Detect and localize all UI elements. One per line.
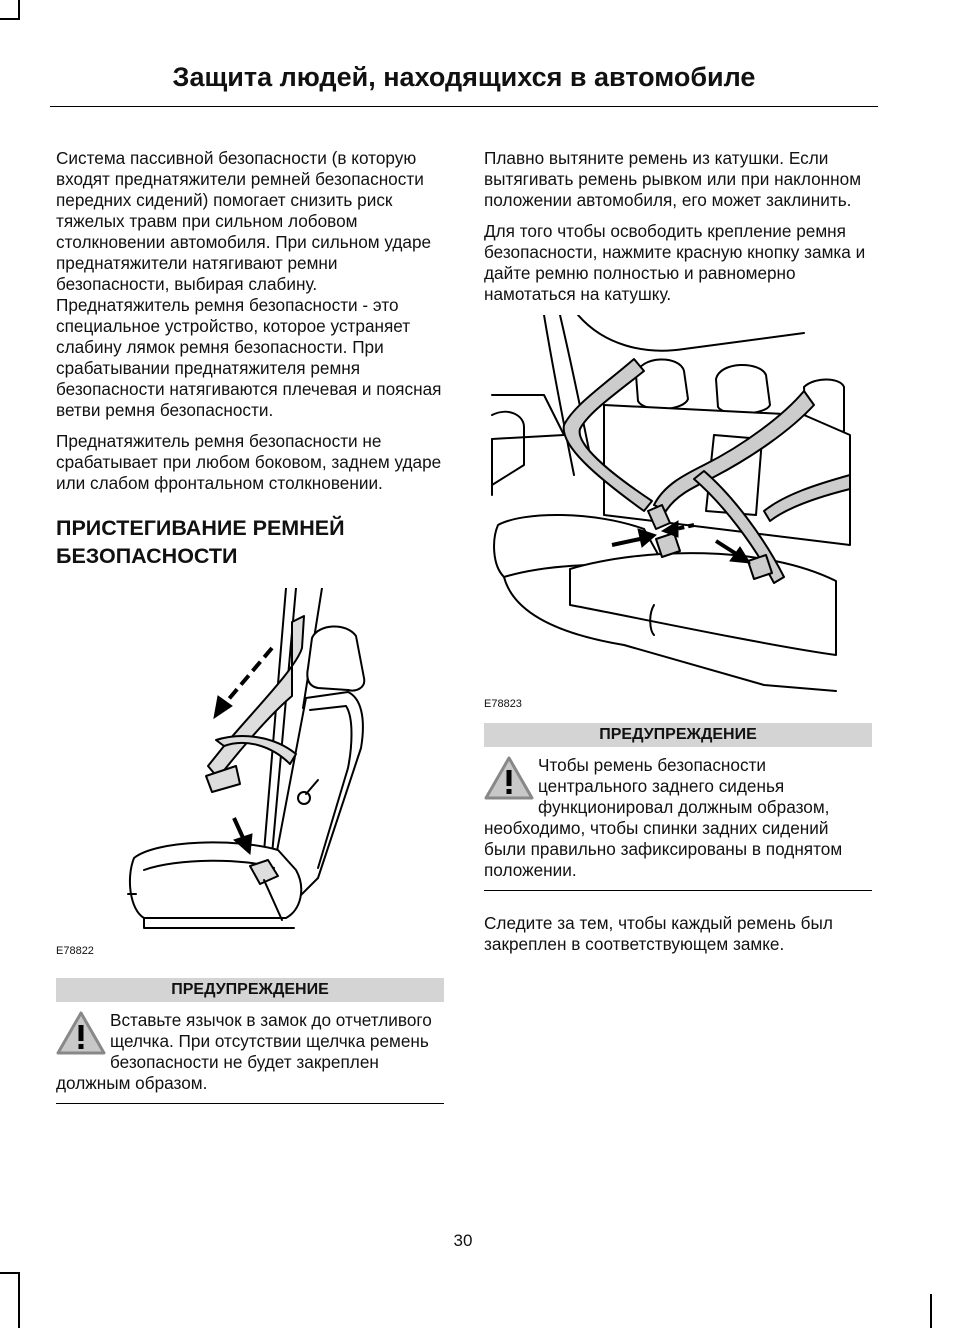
warning-triangle-icon [56,1010,106,1056]
paragraph-pretensioner-limits: Преднатяжитель ремня безопасности не срабатывает при любом боковом, заднем ударе или слабом фронтальном столкновении. [56,431,442,493]
rear-seat-belts-illustration [484,315,854,693]
section-heading-fastening: ПРИСТЕГИВАНИЕ РЕМНЕЙ БЕЗОПАСНОСТИ [56,516,345,568]
figure-code-front: E78822 [56,945,94,957]
crop-mark-bottom-right-v [930,1294,932,1328]
right-column [484,148,872,965]
crop-mark-bottom-left-v [18,1272,20,1328]
warning-heading: ПРЕДУПРЕЖДЕНИЕ [56,978,444,1002]
warning-text: Чтобы ремень безопасности центрального заднего сиденья функционировал должным образом, необходимо, чтобы спинки задних сидений были правильно зафиксированы в поднятом положении. [484,755,843,880]
crop-mark-top-left [0,18,20,20]
crop-mark-bottom-left [0,1272,20,1274]
figure-code-rear: E78823 [484,698,522,710]
left-column [56,148,444,1104]
warning-block-right [484,723,872,891]
warning-heading: ПРЕДУПРЕЖДЕНИЕ [484,723,872,747]
warning-triangle-icon [484,755,534,801]
crop-mark-top-left-v [18,0,20,20]
warning-block-left [56,978,444,1104]
paragraph-extract-belt: Плавно вытяните ремень из катушки. Если вытягивать ремень рывком или при наклонном положении автомобиля, его может заклинить. [484,148,862,210]
title-divider [50,106,878,107]
front-seat-belt-illustration [56,588,444,940]
paragraph-release-buckle: Для того чтобы освободить крепление ремня безопасности, нажмите красную кнопку замка и дайте ремню полностью и равномерно намотаться на катушку. [484,221,866,304]
page-number: 30 [453,1231,473,1250]
paragraph-pretensioner-intro: Система пассивной безопасности (в которую входят преднатяжители ремней безопасности передних сидений) помогает снизить риск тяжелых травм при сильном лобовом столкновении автомобиля. При сильном ударе преднатяжители натягивают ремни безопасности, выбирая слабину. Преднатяжитель ремня безопасности - это специальное устройство, которое устраняет слабину лямок ремня безопасности. При срабатывании преднатяжителя ремня безопасности натягиваются плечевая и поясная ветви ремня безопасности. [56,148,442,420]
paragraph-check-buckles: Следите за тем, чтобы каждый ремень был закреплен в соответствующем замке. [484,913,833,954]
warning-text: Вставьте язычок в замок до отчетливого щелчка. При отсутствии щелчка ремень безопасности не будет закреплен должным образом. [56,1010,432,1093]
page-title: Защита людей, находящихся в автомобиле [172,62,756,92]
